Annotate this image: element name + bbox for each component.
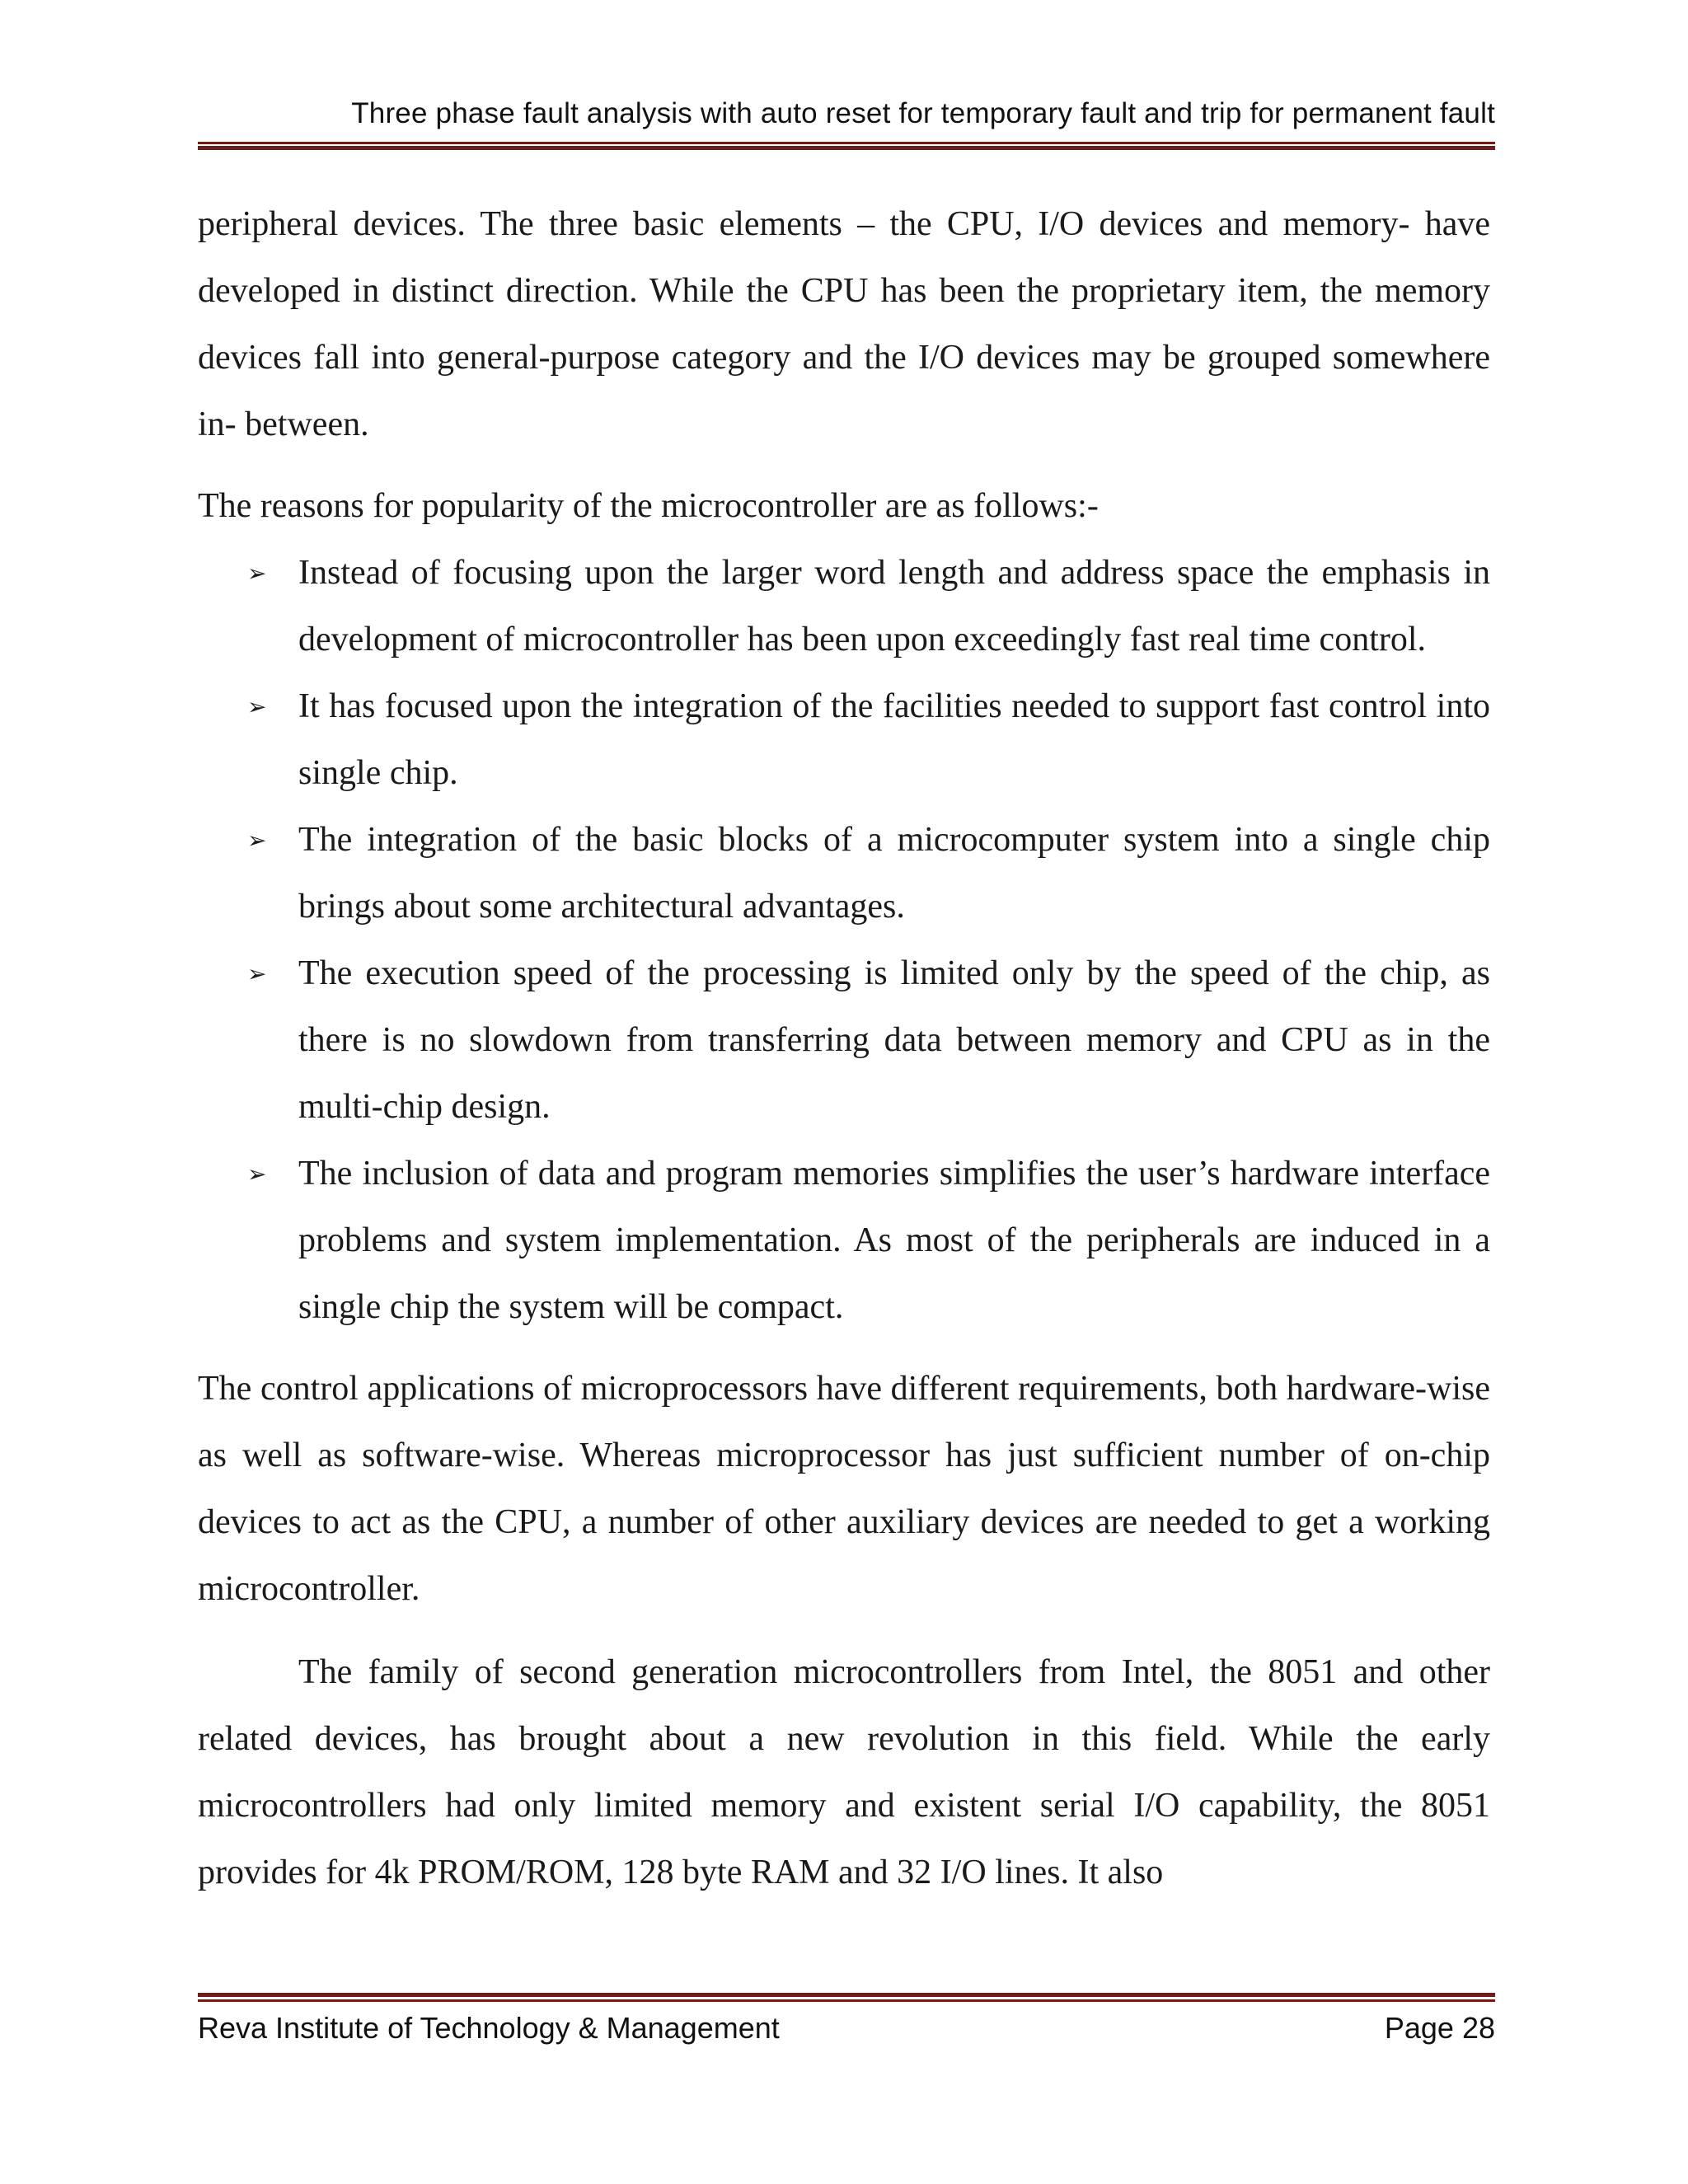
list-item-text: The inclusion of data and program memories simplifies the user’s hardware interface problems and system implementation. As most of the peripherals are induced in a single chip the system will be compact. <box>298 1155 1490 1326</box>
arrowhead-bullet-icon: ➢ <box>247 560 267 587</box>
header-divider <box>198 142 1495 150</box>
list-item <box>198 673 1490 807</box>
arrowhead-bullet-icon: ➢ <box>247 1160 267 1188</box>
reasons-list <box>198 540 1490 1341</box>
list-item <box>198 807 1490 940</box>
list-item-text: Instead of focusing upon the larger word length and address space the emphasis in development of microcontroller has been upon exceedingly fast real time control. <box>298 554 1490 658</box>
page-number: Page 28 <box>1384 2011 1495 2045</box>
paragraph-reasons-heading: The reasons for popularity of the microcontroller are as follows:- <box>198 487 1099 525</box>
list-item-text: It has focused upon the integration of the facilities needed to support fast control into single chip. <box>298 687 1490 792</box>
paragraph-intro: peripheral devices. The three basic elements – the CPU, I/O devices and memory- have developed in distinct direction. While the CPU has been the proprietary item, the memory devices fall into general-purpose category and the I/O devices may be grouped somewhere in- between. <box>198 205 1490 443</box>
paragraph-control-applications: The control applications of microprocessors have different requirements, both hardware-wise as well as software-wise. Whereas microprocessor has just sufficient number of on-chip devices to act as the CPU, a number of other auxiliary devices are needed to get a working microcontroller. <box>198 1370 1490 1608</box>
page-header-title: Three phase fault analysis with auto reset for temporary fault and trip for permanent fault <box>351 97 1495 129</box>
arrowhead-bullet-icon: ➢ <box>247 693 267 720</box>
list-item-text: The integration of the basic blocks of a microcomputer system into a single chip brings about some architectural advantages. <box>298 821 1490 926</box>
footer-institution: Reva Institute of Technology & Management <box>198 2011 780 2045</box>
arrowhead-bullet-icon: ➢ <box>247 960 267 987</box>
page-body <box>198 191 1490 1906</box>
list-item <box>198 540 1490 673</box>
paragraph-8051-family: The family of second generation microcontrollers from Intel, the 8051 and other related devices, has brought about a new revolution in this field. While the early microcontrollers had only limited memory and existent serial I/O capability, the 8051 provides for 4k PROM/ROM, 128 byte RAM and 32 I/O lines. It also <box>198 1653 1490 1891</box>
page-footer <box>198 2011 1495 2046</box>
list-item <box>198 1141 1490 1341</box>
list-item-text: The execution speed of the processing is limited only by the speed of the chip, as there is no slowdown from transferring data between memory and CPU as in the multi-chip design. <box>298 954 1490 1126</box>
footer-divider <box>198 1993 1495 2002</box>
list-item <box>198 940 1490 1141</box>
arrowhead-bullet-icon: ➢ <box>247 827 267 854</box>
